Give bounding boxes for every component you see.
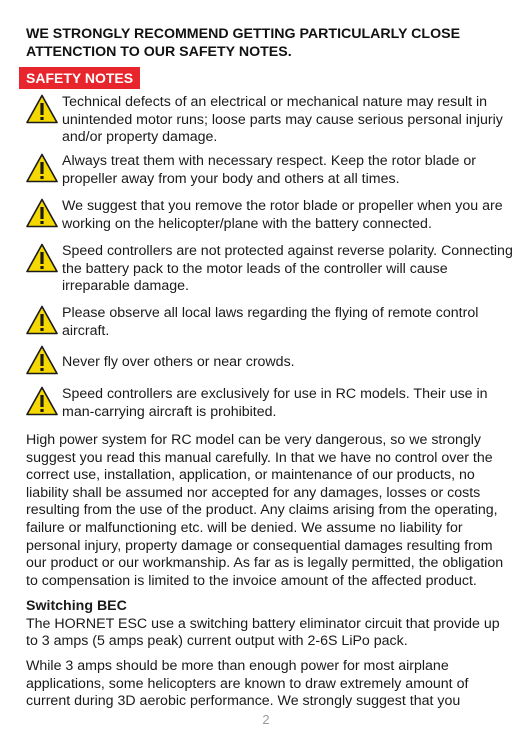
- warning-triangle-icon: [26, 94, 58, 124]
- page-number: 2: [262, 712, 270, 727]
- switching-bec-title: Switching BEC: [26, 598, 127, 614]
- safety-note-text: Please observe all local laws regarding the flying of remote control aircraft.: [62, 305, 479, 339]
- switching-bec-section: [26, 598, 510, 651]
- page-heading: WE STRONGLY RECOMMEND GETTING PARTICULARLY CLOSE ATTENCTION TO OUR SAFETY NOTES.: [26, 26, 461, 60]
- disclaimer-paragraph: High power system for RC model can be very dangerous, so we strongly suggest you read this manual carefully. In that we have no control over the correct use, installation, application, or maintenance of our products, no liability shall be assumed nor accepted for any damages, losses or costs resulting from the use of the product. Any claims arising from the operating, failure or malfunctioning etc. will be denied. We assume no liability for personal injury, property damage or consequential damages resulting from our product or our workmanship. As far as is legally permitted, the obligation to compensation is limited to the invoice amount of the affected product.: [26, 432, 504, 589]
- safety-note-text: Technical defects of an electrical or mechanical nature may result in unintended motor runs; loose parts may cause serious personal injuriy and/or property damage.: [62, 94, 503, 145]
- switching-bec-body: The HORNET ESC use a switching battery eliminator circuit that provide up to 3 amps (5 amps peak) current output with 2-6S LiPo pack.: [26, 615, 500, 650]
- safety-notes-badge: SAFETY NOTES: [19, 67, 140, 89]
- safety-note-text: We suggest that you remove the rotor blade or propeller when you are working on the helicopter/plane with the battery connected.: [62, 198, 503, 232]
- warning-triangle-icon: [26, 198, 58, 228]
- warning-triangle-icon: [26, 153, 58, 183]
- safety-note-text: Always treat them with necessary respect. Keep the rotor blade or propeller away from your body and others at all times.: [62, 153, 477, 187]
- warning-triangle-icon: [26, 386, 58, 416]
- warning-triangle-icon: [26, 243, 58, 273]
- warning-triangle-icon: [26, 345, 58, 375]
- safety-note-text: Speed controllers are exclusively for use in RC models. Their use in man-carrying aircraft is prohibited.: [62, 386, 488, 420]
- safety-note-text: Speed controllers are not protected against reverse polarity. Connecting the battery pack to the motor leads of the controller will cause irreparable damage.: [62, 243, 513, 294]
- safety-note-text: Never fly over others or near crowds.: [62, 354, 295, 370]
- warning-triangle-icon: [26, 305, 58, 335]
- closing-paragraph: While 3 amps should be more than enough power for most airplane applications, some helicopters are known to draw extremely amount of current during 3D aerobic performance. We strongly suggest that you: [26, 658, 469, 710]
